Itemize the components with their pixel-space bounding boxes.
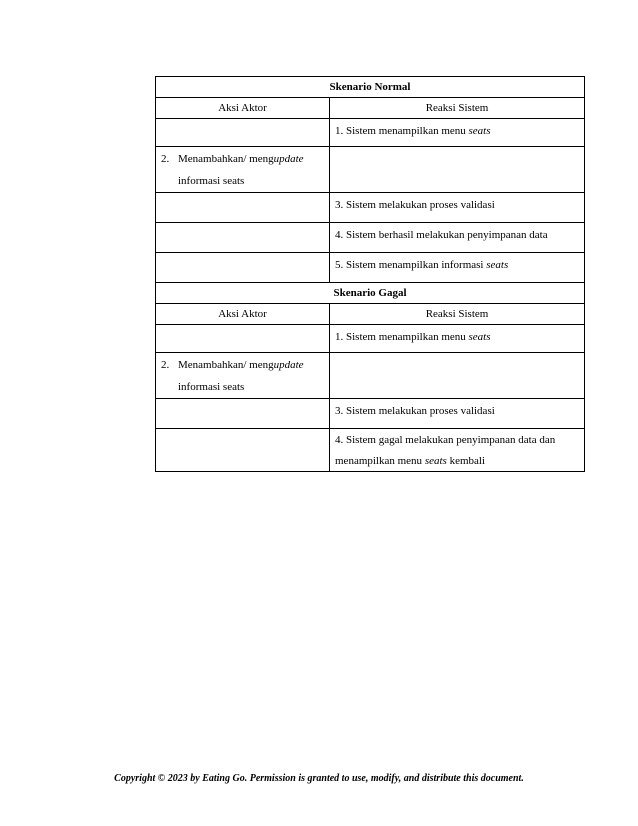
scenario-table — [155, 76, 585, 472]
gagal-scenario-title: Skenario Gagal — [156, 283, 585, 304]
gagal-empty-cell — [156, 325, 330, 353]
gagal-step-1: 1. Sistem menampilkan menu seats — [330, 325, 585, 353]
copyright-footer: Copyright © 2023 by Eating Go. Permission is granted to use, modify, and distribute this document. — [114, 773, 524, 784]
normal-step-2: 2. Menambahkan/ mengupdate informasi seats — [156, 147, 330, 193]
normal-step-1: 1. Sistem menampilkan menu seats — [330, 119, 585, 147]
normal-empty-cell — [330, 147, 585, 193]
gagal-system-header: Reaksi Sistem — [330, 304, 585, 325]
normal-step-4: 4. Sistem berhasil melakukan penyimpanan data — [330, 223, 585, 253]
normal-step-3: 3. Sistem melakukan proses validasi — [330, 193, 585, 223]
gagal-step-2: 2. Menambahkan/ mengupdate informasi seats — [156, 353, 330, 399]
gagal-step-4: 4. Sistem gagal melakukan penyimpanan data dan menampilkan menu seats kembali — [330, 429, 585, 472]
normal-empty-cell — [156, 119, 330, 147]
normal-empty-cell — [156, 193, 330, 223]
normal-actor-header: Aksi Aktor — [156, 98, 330, 119]
gagal-empty-cell — [156, 429, 330, 472]
gagal-empty-cell — [330, 353, 585, 399]
normal-empty-cell — [156, 253, 330, 283]
gagal-actor-header: Aksi Aktor — [156, 304, 330, 325]
normal-step-5: 5. Sistem menampilkan informasi seats — [330, 253, 585, 283]
normal-empty-cell — [156, 223, 330, 253]
gagal-step-3: 3. Sistem melakukan proses validasi — [330, 399, 585, 429]
normal-scenario-title: Skenario Normal — [156, 77, 585, 98]
gagal-empty-cell — [156, 399, 330, 429]
normal-system-header: Reaksi Sistem — [330, 98, 585, 119]
